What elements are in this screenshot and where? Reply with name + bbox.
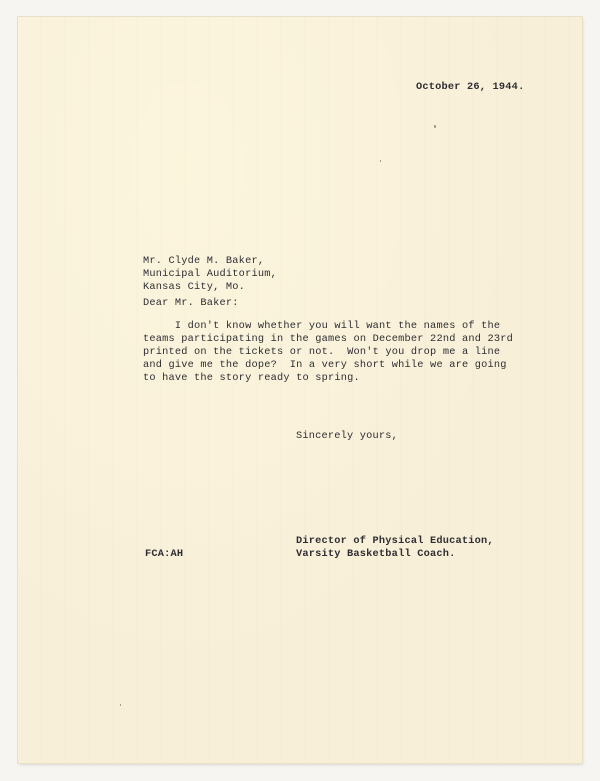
salutation: Dear Mr. Baker: <box>143 297 239 309</box>
signature-block <box>296 535 494 561</box>
signature-title-2: Varsity Basketball Coach. <box>296 548 456 560</box>
typist-initials: FCA:AH <box>145 548 184 560</box>
paper-speck <box>120 704 121 706</box>
letter-page <box>18 17 582 763</box>
body-line: and give me the dope? In a very short while we are going <box>143 359 507 371</box>
body-line: to have the story ready to spring. <box>143 372 360 384</box>
recipient-organization: Municipal Auditorium, <box>143 268 277 280</box>
recipient-city: Kansas City, Mo. <box>143 281 246 293</box>
signature-title-1: Director of Physical Education, <box>296 535 494 547</box>
letter-date: October 26, 1944. <box>416 81 525 93</box>
paper-speck <box>434 125 436 128</box>
recipient-address <box>143 255 277 294</box>
letter-body <box>143 320 513 385</box>
closing: Sincerely yours, <box>296 430 399 442</box>
body-line: printed on the tickets or not. Won't you drop me a line <box>143 346 501 358</box>
paper-speck <box>380 160 381 162</box>
recipient-name: Mr. Clyde M. Baker, <box>143 255 265 267</box>
body-line: I don't know whether you will want the names of the <box>143 320 501 332</box>
body-line: teams participating in the games on December 22nd and 23rd <box>143 333 513 345</box>
